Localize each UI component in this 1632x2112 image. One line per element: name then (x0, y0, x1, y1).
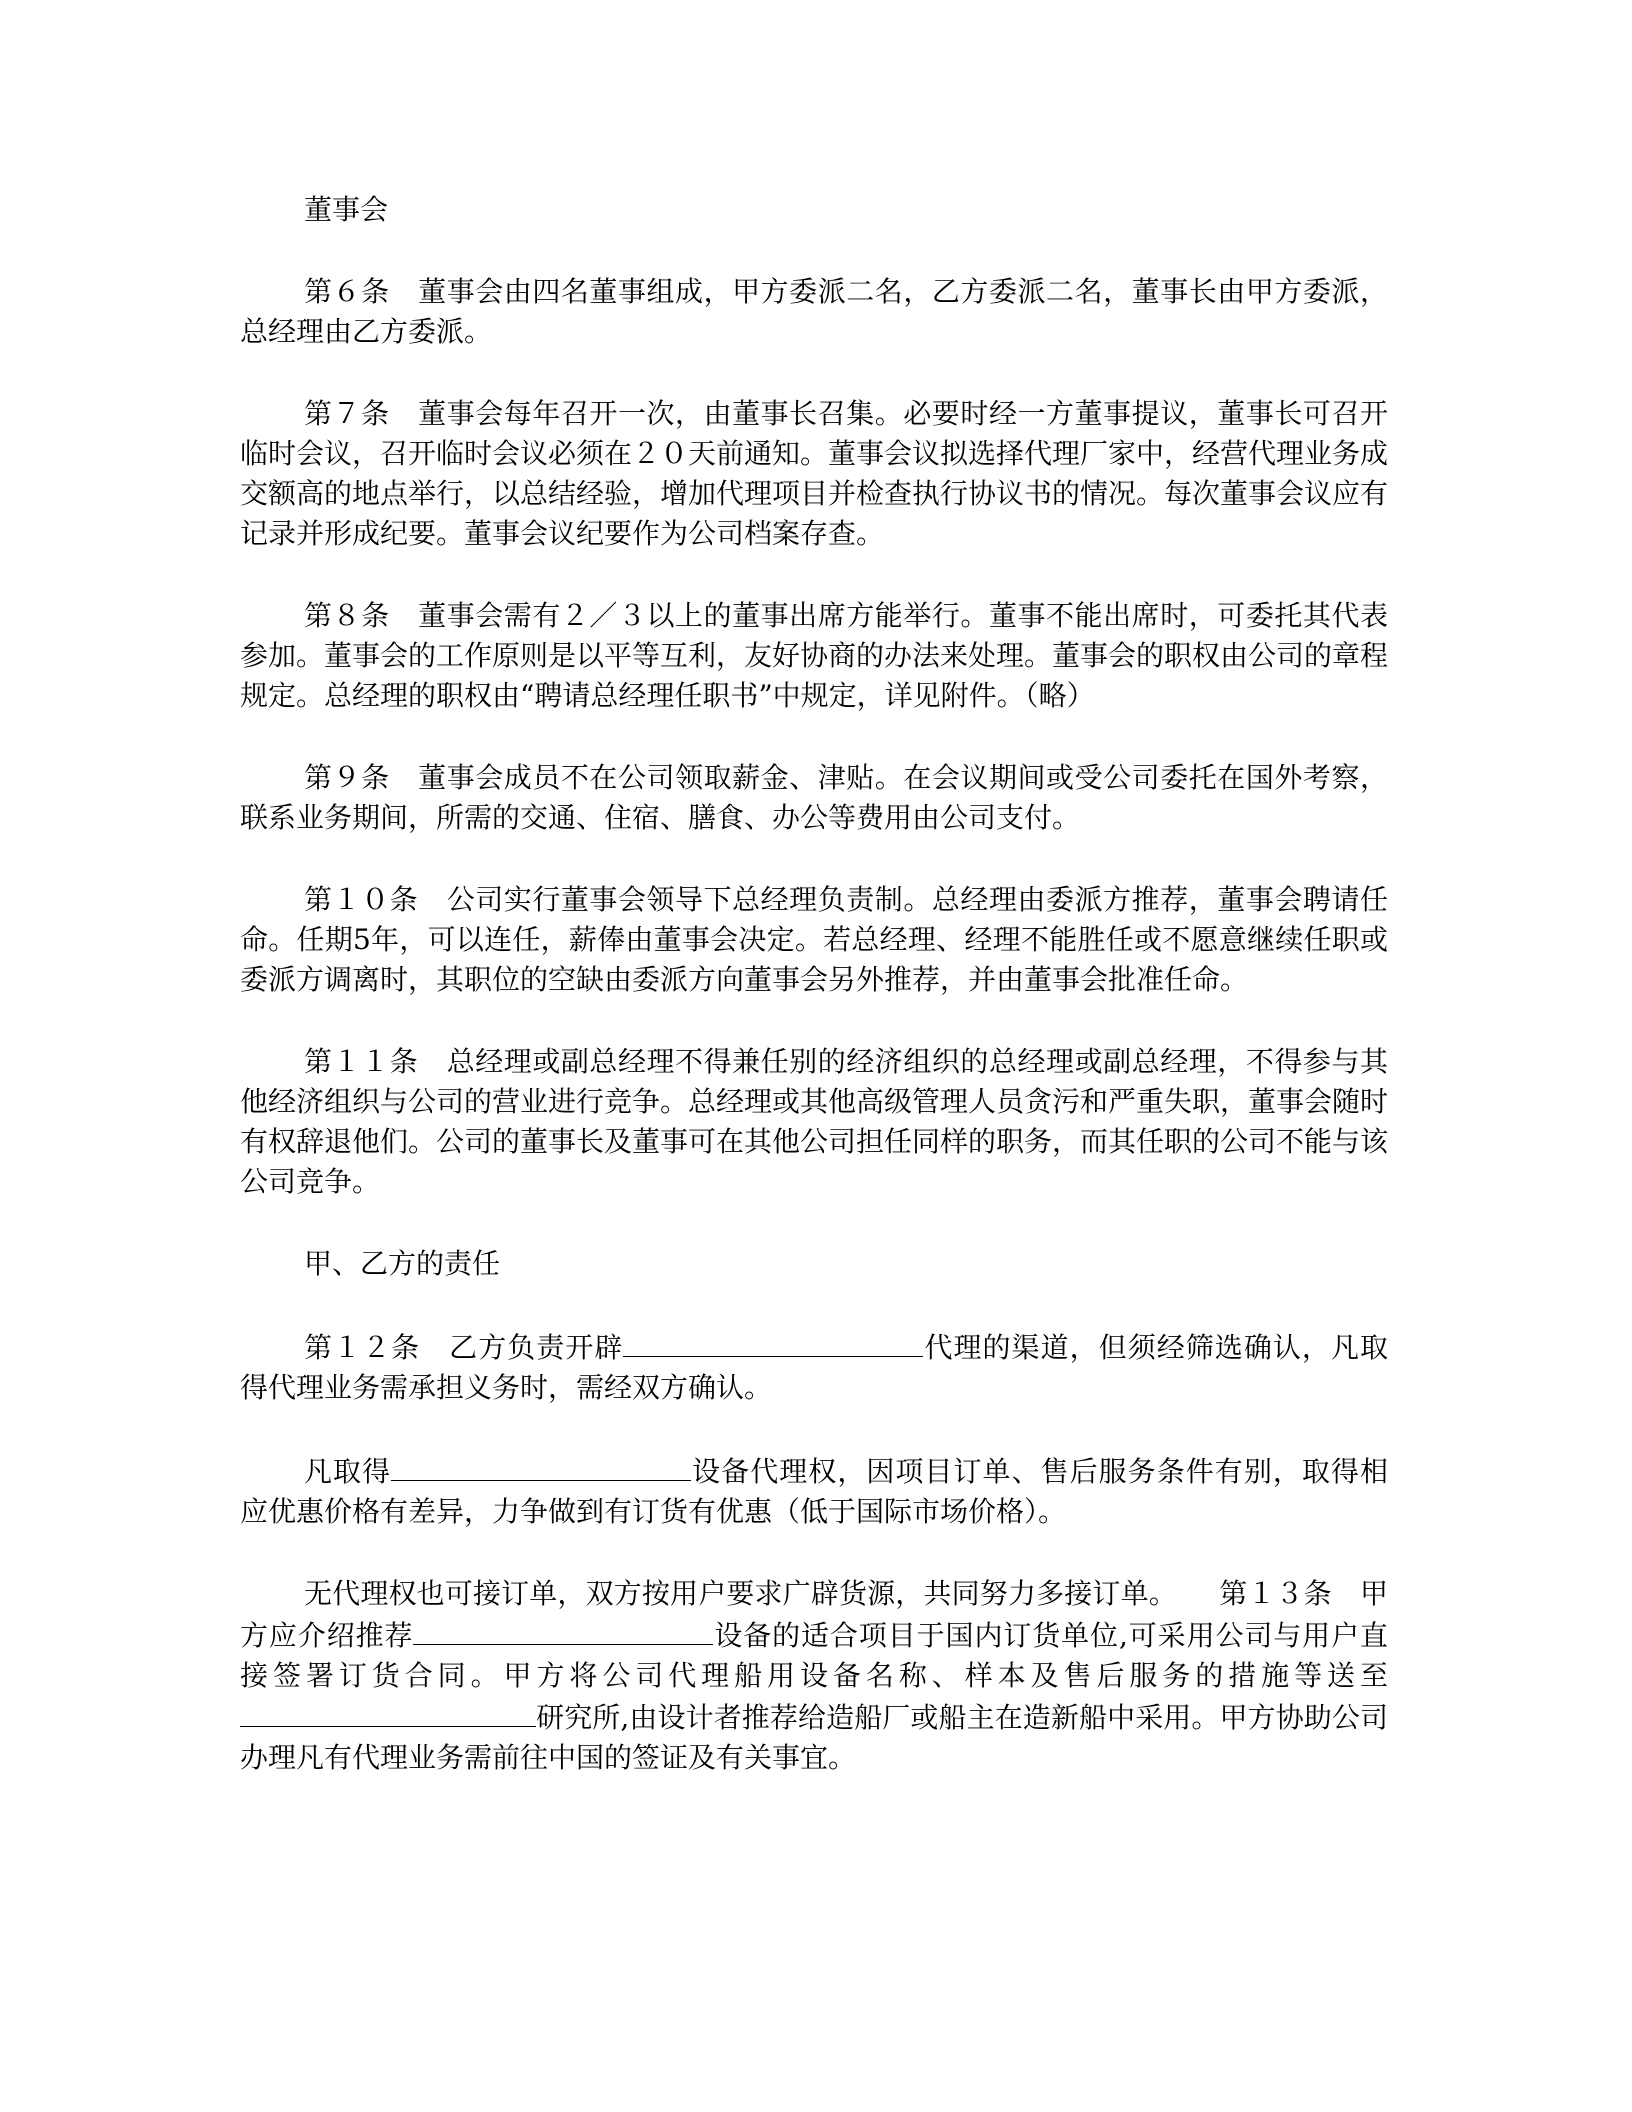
blank-line (240, 1696, 536, 1727)
article-13-text-part2: 设备的适合项目于国内订货单位,可采用公司与用户直接签署订货合同。甲方将公司代理船用设备名称、样本及售后服务的措施等送至 (240, 1619, 1388, 1692)
agency-rights-text-after: 设备代理权，因项目订单、售后服务条件有别，取得相应优惠价格有差异，力争做到有订货有优惠（低于国际市场价格）。 (240, 1455, 1388, 1528)
agency-rights-text-before: 凡取得 (304, 1455, 392, 1488)
article-12-text-after: 代理的渠道，但须经筛选确认，凡取得代理业务需承担义务时，需经双方确认。 (240, 1331, 1388, 1404)
article-12 (240, 1326, 1388, 1408)
article-9: 第９条 董事会成员不在公司领取薪金、津贴。在会议期间或受公司委托在国外考察，联系业务期间，所需的交通、住宿、膳食、办公等费用由公司支付。 (240, 761, 1388, 834)
article-11: 第１１条 总经理或副总经理不得兼任别的经济组织的总经理或副总经理，不得参与其他经济组织与公司的营业进行竞争。总经理或其他高级管理人员贪污和严重失职，董事会随时有权辞退他们。公司的董事长及董事可在其他公司担任同样的职务，而其任职的公司不能与该公司竞争。 (240, 1045, 1389, 1198)
article-13-text-part1: 无代理权也可接订单，双方按用户要求广辟货源，共同努力多接订单。 第１３条 甲方应介绍推荐 (240, 1577, 1388, 1652)
blank-line (413, 1614, 713, 1645)
paragraph-article-13 (240, 1574, 1388, 1778)
blank-line (391, 1450, 691, 1481)
article-12-text-before: 第１２条 乙方负责开辟 (304, 1331, 624, 1364)
article-10: 第１０条 公司实行董事会领导下总经理负责制。总经理由委派方推荐，董事会聘请任命。任期5年，可以连任，薪俸由董事会决定。若总经理、经理不能胜任或不愿意继续任职或委派方调离时，其职位的空缺由委派方向董事会另外推荐，并由董事会批准任命。 (240, 883, 1388, 996)
document-page (240, 190, 1388, 1778)
paragraph-agency-rights (240, 1450, 1388, 1532)
article-6: 第６条 董事会由四名董事组成，甲方委派二名，乙方委派二名，董事长由甲方委派，总经理由乙方委派。 (240, 275, 1388, 348)
article-8: 第８条 董事会需有２／３以上的董事出席方能举行。董事不能出席时，可委托其代表参加。董事会的工作原则是以平等互利，友好协商的办法来处理。董事会的职权由公司的章程规定。总经理的职权由“聘请总经理任职书”中规定，详见附件。（略） (240, 599, 1389, 712)
section-heading-responsibility: 甲、乙方的责任 (304, 1247, 501, 1280)
blank-line (623, 1326, 923, 1357)
article-7: 第７条 董事会每年召开一次，由董事长召集。必要时经一方董事提议，董事长可召开临时会议，召开临时会议必须在２０天前通知。董事会议拟选择代理厂家中，经营代理业务成交额高的地点举行，以总结经验，增加代理项目并检查执行协议书的情况。每次董事会议应有记录并形成纪要。董事会议纪要作为公司档案存查。 (240, 397, 1389, 550)
section-heading-board: 董事会 (304, 193, 389, 226)
article-13-text-part3: 研究所,由设计者推荐给造船厂或船主在造新船中采用。甲方协助公司办理凡有代理业务需前往中国的签证及有关事宜。 (240, 1701, 1388, 1774)
